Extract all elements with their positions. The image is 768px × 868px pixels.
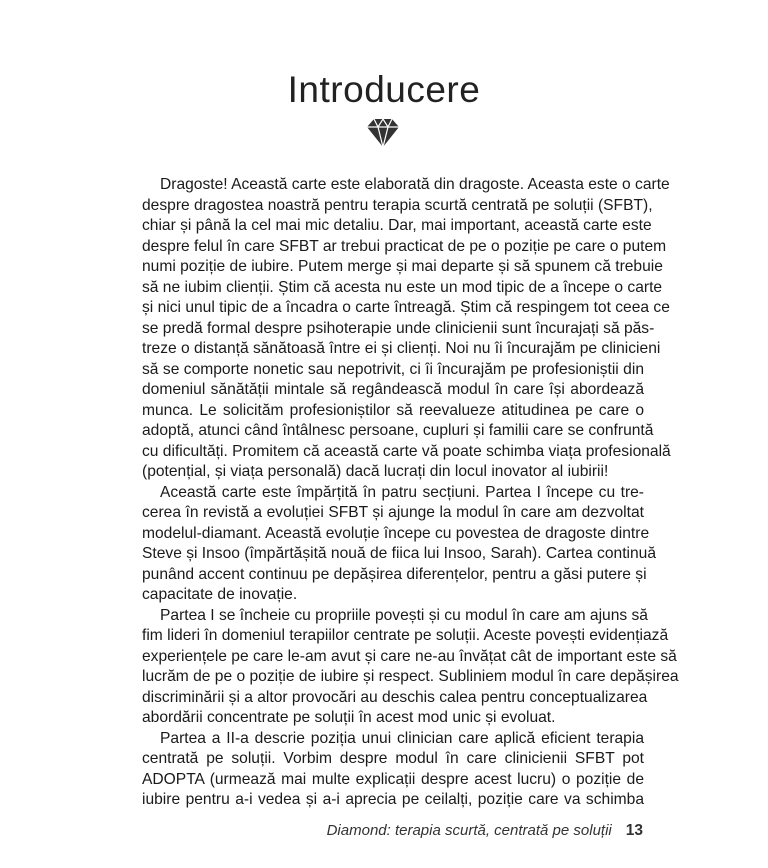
text-line: munca. Le solicităm profesioniștilor să reevalueze atitudinea pe care o xyxy=(142,401,644,419)
text-line: capacitate de inovație. xyxy=(142,586,298,603)
text-line: lucrăm de pe o poziție de iubire și respect. Subliniem modul în care depășirea xyxy=(142,668,679,685)
text-line: punând accent continuu pe depășirea diferențelor, pentru a găsi putere și xyxy=(142,565,647,583)
text-line: numi poziție de iubire. Putem merge și mai departe și să spunem că trebuie xyxy=(142,258,663,275)
text-line: despre dragostea noastră pentru terapia scurtă centrată pe soluții (SFBT), xyxy=(142,196,653,214)
text-line: Această carte este împărțită în patru secțiuni. Partea I începe cu tre- xyxy=(160,483,644,501)
page-number: 13 xyxy=(625,822,643,839)
text-line: Partea a II-a descrie poziția unui clinician care aplică eficient terapia xyxy=(160,729,644,747)
text-line: experiențele pe care le-am avut și care ne-au învățat cât de important este să xyxy=(142,647,677,665)
text-line: cu dificultăți. Promitem că această carte vă poate schimba viața profesională xyxy=(142,442,671,460)
text-line: domeniul sănătății mintale să regândească modul în care își abordează xyxy=(142,381,644,398)
text-line: adoptă, atunci când întâlnesc persoane, cupluri și familii care se confruntă xyxy=(142,422,654,439)
paragraph xyxy=(142,483,657,606)
text-line: Steve și Insoo (împărtășită nouă de fiica lui Insoo, Sarah). Cartea continuă xyxy=(142,545,657,562)
paragraph xyxy=(142,729,644,811)
text-line: treze o distanță sănătoasă între ei și clienți. Noi nu îi încurajăm pe clinicieni xyxy=(142,340,661,357)
body-text xyxy=(142,175,679,811)
text-line: Dragoste! Această carte este elaborată din dragoste. Aceasta este o carte xyxy=(160,176,670,193)
text-line: despre felul în care SFBT ar trebui practicat de pe o poziție pe care o putem xyxy=(142,237,667,255)
text-line: chiar și până la cel mai mic detaliu. Dar, mai important, această carte este xyxy=(142,217,652,234)
text-line: și nici unul tipic de a încadra o carte întreagă. Știm că respingem tot ceea ce xyxy=(142,299,670,316)
text-line: ADOPTA (urmează mai multe explicații despre acest lucru) o poziție de xyxy=(142,770,644,788)
text-line: iubire pentru a-i vedea și a-i aprecia pe ceilalți, poziție care va schimba xyxy=(142,791,644,808)
text-line: Partea I se încheie cu propriile povești și cu modul în care am ajuns să xyxy=(160,606,648,624)
text-line: abordării concentrate pe soluții în acest mod unic și evoluat. xyxy=(142,709,556,726)
text-line: (potențial, și viața personală) dacă lucrați din locul inovator al iubirii! xyxy=(142,463,609,480)
text-line: fim lideri în domeniul terapiilor centrate pe soluții. Aceste povești evidențiază xyxy=(142,627,669,644)
paragraph xyxy=(142,175,671,483)
paragraph xyxy=(142,606,679,729)
running-title: Diamond: terapia scurtă, centrată pe soluții xyxy=(326,822,612,839)
text-line: discriminării și a altor provocări au deschis calea pentru conceptualizarea xyxy=(142,688,648,706)
text-line: se predă formal despre psihoterapie unde clinicienii sunt încurajați să păs- xyxy=(142,319,655,337)
text-line: centrată pe soluții. Vorbim despre modul în care clinicienii SFBT pot xyxy=(142,750,644,767)
diamond-icon xyxy=(366,115,400,149)
text-line: să se comporte nonetic sau nepotrivit, ci îi încurajăm pe profesioniștii din xyxy=(142,360,644,378)
chapter-title: Introducere xyxy=(287,68,481,110)
text-line: cerea în revistă a evoluției SFBT și ajunge la modul în care am dezvoltat xyxy=(142,504,644,521)
text-line: să ne iubim clienții. Știm că acesta nu este un mod tipic de a începe o carte xyxy=(142,278,663,296)
page-footer xyxy=(327,822,643,840)
text-line: modelul-diamant. Această evoluție începe cu povestea de dragoste dintre xyxy=(142,524,650,542)
